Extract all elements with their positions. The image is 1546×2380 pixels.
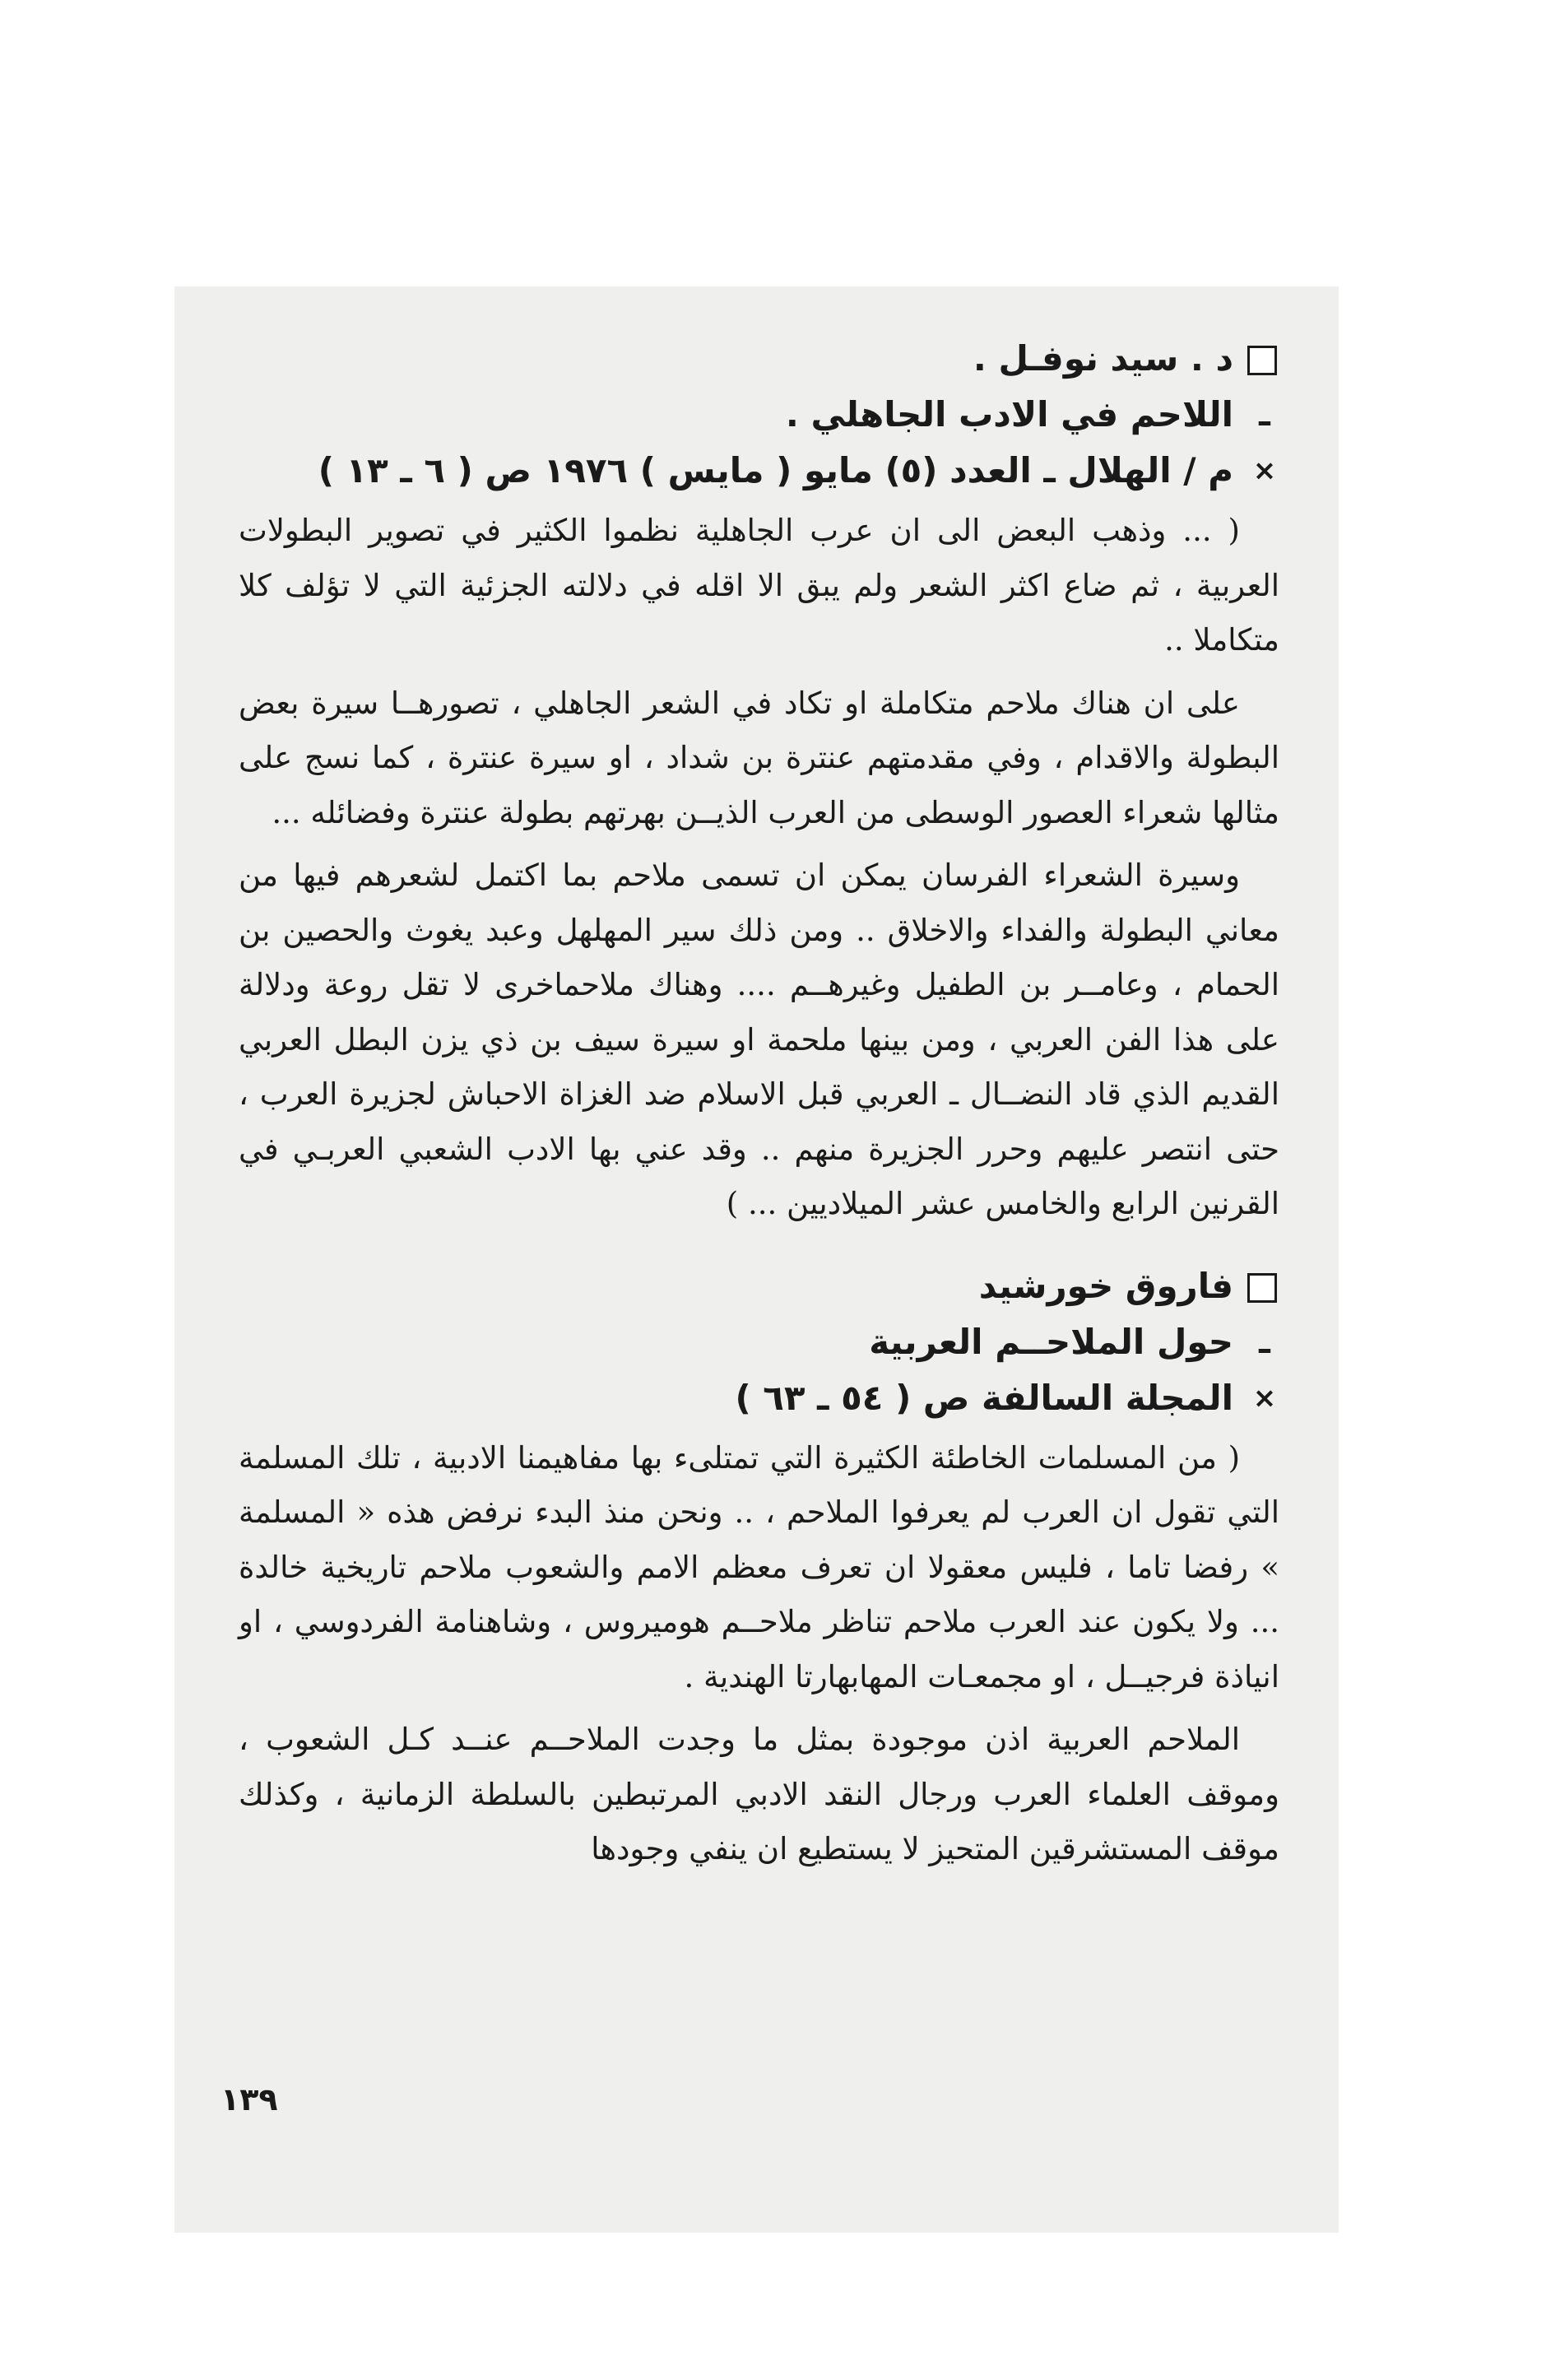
square-bullet-icon xyxy=(1247,346,1277,375)
author-line xyxy=(239,336,1279,392)
cross-bullet-icon: × xyxy=(1252,454,1277,487)
paragraph: الملاحم العربية اذن موجودة بمثل ما وجدت الملاحــم عنــد كـل الشعوب ، وموقف العلماء العرب ورجال النقد الادبي المرتبطين بالسلطة الزمانية ، وكذلك موقف المستشرقين المتحيز لا يستطيع ان ينفي وجودها xyxy=(239,1722,1279,1866)
paragraph: ( ... وذهب البعض الى ان عرب الجاهلية نظموا الكثير في تصوير البطولات العربية ، ثم ضاع اكثر الشعر ولم يبق الا اقله في دلالته الجزئية التي لا تؤلف كلا متكاملا .. xyxy=(239,513,1279,658)
section-1 xyxy=(239,336,1279,1232)
article-source: م / الهلال ـ العدد (٥) مايو ( مايس ) ١٩٧٦ ص ( ٦ ـ ١٣ ) xyxy=(318,450,1233,490)
article-source: المجلة السالفة ص ( ٥٤ ـ ٦٣ ) xyxy=(735,1377,1233,1418)
cross-bullet-icon: × xyxy=(1252,1381,1277,1415)
source-line xyxy=(239,1375,1279,1431)
square-bullet-icon xyxy=(1247,1273,1277,1303)
article-title: حول الملاحــم العربية xyxy=(869,1321,1233,1362)
source-line xyxy=(239,448,1279,504)
paragraph: وسيرة الشعراء الفرسان يمكن ان تسمى ملاحم بما اكتمل لشعرهم فيها من معاني البطولة والفداء والاخلاق .. ومن ذلك سير المهلهل وعبد يغوث والحصين بن الحمام ، وعامــر بن الطفيل وغيرهــم .... وهناك ملاحماخرى لا تقل روعة ودلالة على هذا الفن العربي ، ومن بينها ملحمة او سيرة سيف بن ذي يزن البطل العربي القديم الذي قاد النضــال ـ العربي قبل الاسلام ضد الغزاة الاحباش لجزيرة العرب ، حتى انتصر عليهم وحرر الجزيرة منهم .. وقد عني بها الادب الشعبي العربـي في القرنين الرابع والخامس عشر الميلاديين ... ) xyxy=(239,858,1279,1221)
article-title: اللاحم في الادب الجاهلي . xyxy=(785,394,1233,435)
paragraph: ( من المسلمات الخاطئة الكثيرة التي تمتلىء بها مفاهيمنا الادبية ، تلك المسلمة التي تقول ان العرب لم يعرفوا الملاحم ، .. ونحن منذ البدء نرفض هذه « المسلمة » رفضا تاما ، فليس معقولا ان تعرف معظم الامم والشعوب ملاحم تاريخية خالدة ... ولا يكون عند العرب ملاحم تناظر ملاحــم هوميروس ، وشاهنامة الفردوسي ، او انياذة فرجيــل ، او مجمعـات المهابهارتا الهندية . xyxy=(239,1439,1279,1694)
author-line xyxy=(239,1263,1279,1319)
dash-bullet-icon: ـ xyxy=(1259,396,1270,434)
book-page xyxy=(174,286,1339,2233)
page-number: ١٣٩ xyxy=(221,2081,278,2117)
title-line xyxy=(239,1319,1279,1375)
section-2 xyxy=(239,1263,1279,1877)
paragraph: على ان هناك ملاحم متكاملة او تكاد في الشعر الجاهلي ، تصورهــا سيرة بعض البطولة والاقدام ، وفي مقدمتهم عنترة بن شداد ، او سيرة عنترة ، كما نسج على مثالها شعراء العصور الوسطى من العرب الذيــن بهرتهم بطولة عنترة وفضائله ... xyxy=(239,685,1279,830)
author-name: فاروق خورشيد xyxy=(978,1265,1233,1306)
dash-bullet-icon: ـ xyxy=(1259,1322,1270,1361)
page-text xyxy=(239,336,1279,1908)
author-name: د . سيد نوفـل . xyxy=(973,338,1233,379)
title-line xyxy=(239,392,1279,448)
